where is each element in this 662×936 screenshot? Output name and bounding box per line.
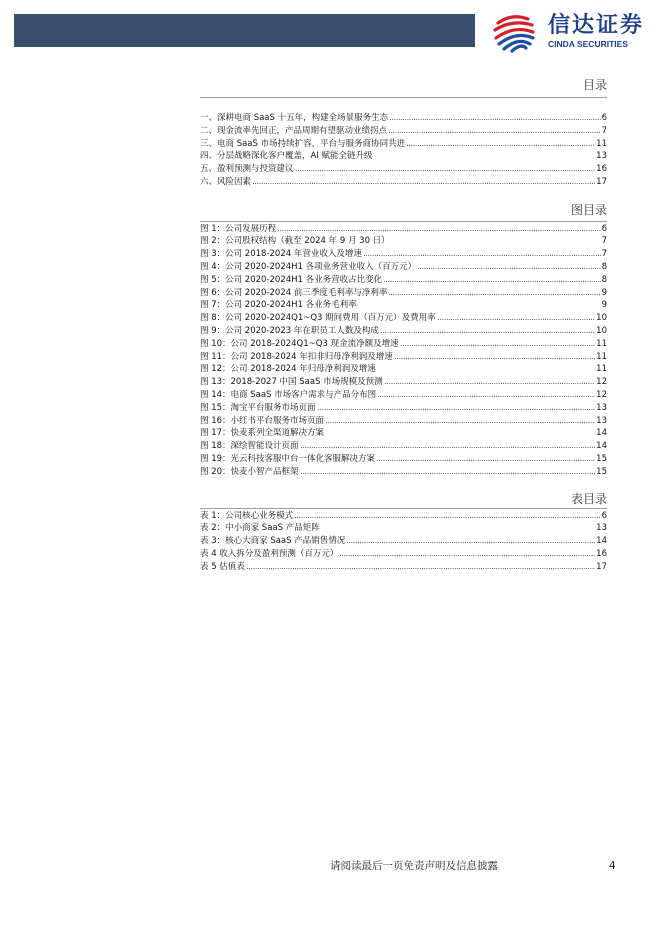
toc-title: 目录	[582, 78, 607, 92]
dot-leader	[389, 132, 601, 133]
figure-entry-page-number: 11	[596, 351, 607, 362]
figures-list	[200, 223, 607, 479]
figure-entry-page-number: 15	[596, 453, 607, 464]
toc-title-rule	[200, 97, 607, 98]
table-entry[interactable]	[200, 561, 607, 574]
table-entry-label: 表 4 收入拆分及盈利预测（百万元）	[200, 548, 339, 559]
figure-entry-label: 图 11：公司 2018-2024 年扣非归母净利润及增速	[200, 351, 393, 362]
dot-leader	[318, 409, 596, 410]
figure-entry-label: 图 3：公司 2018-2024 年营业收入及增速	[200, 249, 362, 260]
dot-leader	[377, 460, 595, 461]
dot-leader	[395, 358, 595, 359]
toc-entry[interactable]	[200, 112, 607, 125]
dot-leader	[375, 158, 596, 159]
tables-list	[200, 510, 607, 574]
dot-leader	[378, 371, 595, 372]
dot-leader	[253, 183, 595, 184]
figure-entry-page-number: 14	[596, 428, 607, 439]
table-entry-label: 表 3：核心大商家 SaaS 产品销售情况	[200, 536, 346, 547]
figure-entry[interactable]	[200, 325, 607, 338]
cinda-globe-logo-icon	[486, 11, 542, 53]
dot-leader	[418, 268, 600, 269]
dot-leader	[359, 307, 601, 308]
dot-leader	[301, 473, 596, 474]
dot-leader	[247, 568, 595, 569]
figure-entry-page-number: 11	[596, 364, 607, 375]
dot-leader	[295, 517, 600, 518]
footer-disclaimer: 请阅读最后一页免责声明及信息披露	[330, 860, 498, 872]
figure-entry-page-number: 7	[601, 236, 607, 247]
figure-entry-label: 图 9：公司 2020-2023 年在职员工人数及构成	[200, 325, 379, 336]
figure-entry-page-number: 12	[596, 389, 607, 400]
dot-leader	[364, 255, 601, 256]
figure-entry-page-number: 13	[596, 415, 607, 426]
figure-entry-label: 图 7：公司 2020-2024H1 各业务毛利率	[200, 300, 357, 311]
table-entry-page-number: 17	[596, 561, 607, 572]
header-bar	[14, 14, 475, 47]
figure-entry-page-number: 9	[601, 300, 607, 311]
toc-entry-label: 二、现金流率先回正，产品周期有望驱动业绩拐点	[200, 125, 388, 136]
dot-leader	[326, 422, 595, 423]
table-entry-label: 表 1：公司核心业务模式	[200, 510, 294, 521]
dot-leader	[401, 345, 596, 346]
toc-entry-label: 三、电商 SaaS 市场持续扩容，平台与服务商协同共进	[200, 138, 406, 149]
figure-entry[interactable]	[200, 351, 607, 364]
figure-entry[interactable]	[200, 415, 607, 428]
figure-entry-label: 图 12：公司 2018-2024 年归母净利润及增速	[200, 364, 376, 375]
figure-entry[interactable]	[200, 376, 607, 389]
table-entry[interactable]	[200, 535, 607, 548]
table-entry-label: 表 5 估值表	[200, 561, 245, 572]
dot-leader	[392, 243, 601, 244]
figure-entry-label: 图 14：电商 SaaS 市场客户需求与产品分布图	[200, 389, 377, 400]
dot-leader	[378, 396, 595, 397]
toc-entry-page-number: 16	[596, 164, 607, 175]
figure-entry[interactable]	[200, 223, 607, 236]
figure-entry[interactable]	[200, 312, 607, 325]
toc-entry-label: 五、盈利预测与投资建议	[200, 164, 294, 175]
dot-leader	[390, 119, 600, 120]
dot-leader	[340, 555, 595, 556]
figure-entry-page-number: 8	[601, 274, 607, 285]
figure-entry-label: 图 17：快麦系列全渠道解决方案	[200, 428, 325, 439]
logo-wordmark-en: CINDA SECURITIES	[548, 39, 628, 49]
toc-entry-page-number: 7	[601, 125, 607, 136]
figure-entry-page-number: 14	[596, 441, 607, 452]
figure-entry-label: 图 8：公司 2020-2024Q1~Q3 期间费用（百万元）及费用率	[200, 313, 436, 324]
toc-entry[interactable]	[200, 176, 607, 189]
figure-entry-label: 图 13：2018-2027 中国 SaaS 市场规模及预测	[200, 377, 383, 388]
table-entry[interactable]	[200, 510, 607, 523]
figure-entry[interactable]	[200, 274, 607, 287]
toc-entry[interactable]	[200, 138, 607, 151]
figure-entry-label: 图 18：深绘智能设计页面	[200, 441, 299, 452]
logo-wordmark-cn: 信达证券	[548, 13, 645, 38]
toc-entry-page-number: 13	[596, 151, 607, 162]
toc-entry-page-number: 6	[601, 113, 607, 123]
dot-leader	[389, 294, 600, 295]
table-entry[interactable]	[200, 522, 607, 535]
toc-entry-page-number: 17	[596, 176, 607, 187]
dot-leader	[438, 319, 596, 320]
table-entry-label: 表 2：中小商家 SaaS 产品矩阵	[200, 523, 320, 534]
toc-entry[interactable]	[200, 150, 607, 163]
table-entry-page-number: 13	[596, 523, 607, 534]
figure-entry-page-number: 11	[596, 338, 607, 349]
dot-leader	[347, 542, 595, 543]
figure-entry-page-number: 6	[601, 223, 607, 234]
figure-entry[interactable]	[200, 338, 607, 351]
figure-entry[interactable]	[200, 389, 607, 402]
figure-entry-page-number: 10	[596, 313, 607, 324]
figure-entry-page-number: 15	[596, 466, 607, 477]
dot-leader	[384, 281, 600, 282]
figure-entry-label: 图 10：公司 2018-2024Q1~Q3 现金流净额及增速	[200, 338, 399, 349]
figure-entry[interactable]	[200, 453, 607, 466]
toc-entry-label: 四、分层战略深化客户覆盖，AI 赋能全链升级	[200, 151, 373, 162]
figure-entry-label: 图 20：快麦小智产品框架	[200, 466, 299, 477]
figure-entry-label: 图 2：公司股权结构（截至 2024 年 9 月 30 日）	[200, 236, 390, 247]
dot-leader	[326, 435, 595, 436]
table-entry[interactable]	[200, 548, 607, 561]
figure-entry-page-number: 10	[596, 325, 607, 336]
toc-entry-page-number: 11	[596, 138, 607, 149]
toc-entry-label: 一、深耕电商 SaaS 十五年，构建全场景服务生态	[200, 113, 389, 123]
figure-entry-page-number: 7	[601, 249, 607, 260]
dot-leader	[278, 230, 600, 231]
dot-leader	[301, 447, 596, 448]
toc-list	[200, 112, 607, 189]
figure-entry[interactable]	[200, 440, 607, 453]
figure-entry-label: 图 19：光云科技客服中台一体化客服解决方案	[200, 453, 376, 464]
figure-entry[interactable]	[200, 363, 607, 376]
toc-entry[interactable]	[200, 125, 607, 138]
dot-leader	[322, 530, 595, 531]
figure-entry-label: 图 6：公司 2020-2024 前三季度毛利率与净利率	[200, 287, 388, 298]
figure-entry[interactable]	[200, 261, 607, 274]
dot-leader	[407, 145, 595, 146]
figure-entry[interactable]	[200, 427, 607, 440]
figure-entry-label: 图 16：小红书平台服务市场页面	[200, 415, 325, 426]
toc-entry[interactable]	[200, 163, 607, 176]
figure-entry-label: 图 4：公司 2020-2024H1 各项业务营业收入（百万元）	[200, 261, 417, 272]
figure-entry[interactable]	[200, 299, 607, 312]
figure-entry-page-number: 12	[596, 377, 607, 388]
figure-entry[interactable]	[200, 248, 607, 261]
figure-entry[interactable]	[200, 466, 607, 479]
page-number: 4	[609, 860, 616, 872]
figure-entry-label: 图 5：公司 2020-2024H1 各业务营收占比变化	[200, 274, 383, 285]
figure-entry-page-number: 13	[596, 402, 607, 413]
figure-entry-page-number: 9	[601, 287, 607, 298]
table-entry-page-number: 6	[601, 510, 607, 521]
figure-entry-label: 图 15：淘宝平台服务市场页面	[200, 402, 316, 413]
toc-entry-label: 六、风险因素	[200, 176, 252, 187]
figure-entry[interactable]	[200, 402, 607, 415]
figure-entry[interactable]	[200, 235, 607, 248]
dot-leader	[385, 383, 596, 384]
dot-leader	[381, 332, 595, 333]
tables-title: 表目录	[570, 492, 607, 506]
table-entry-page-number: 14	[596, 536, 607, 547]
table-entry-page-number: 16	[596, 548, 607, 559]
figure-entry-label: 图 1：公司发展历程	[200, 223, 277, 234]
dot-leader	[296, 170, 596, 171]
figure-entry[interactable]	[200, 287, 607, 300]
figures-title: 图目录	[570, 203, 607, 217]
figure-entry-page-number: 8	[601, 261, 607, 272]
